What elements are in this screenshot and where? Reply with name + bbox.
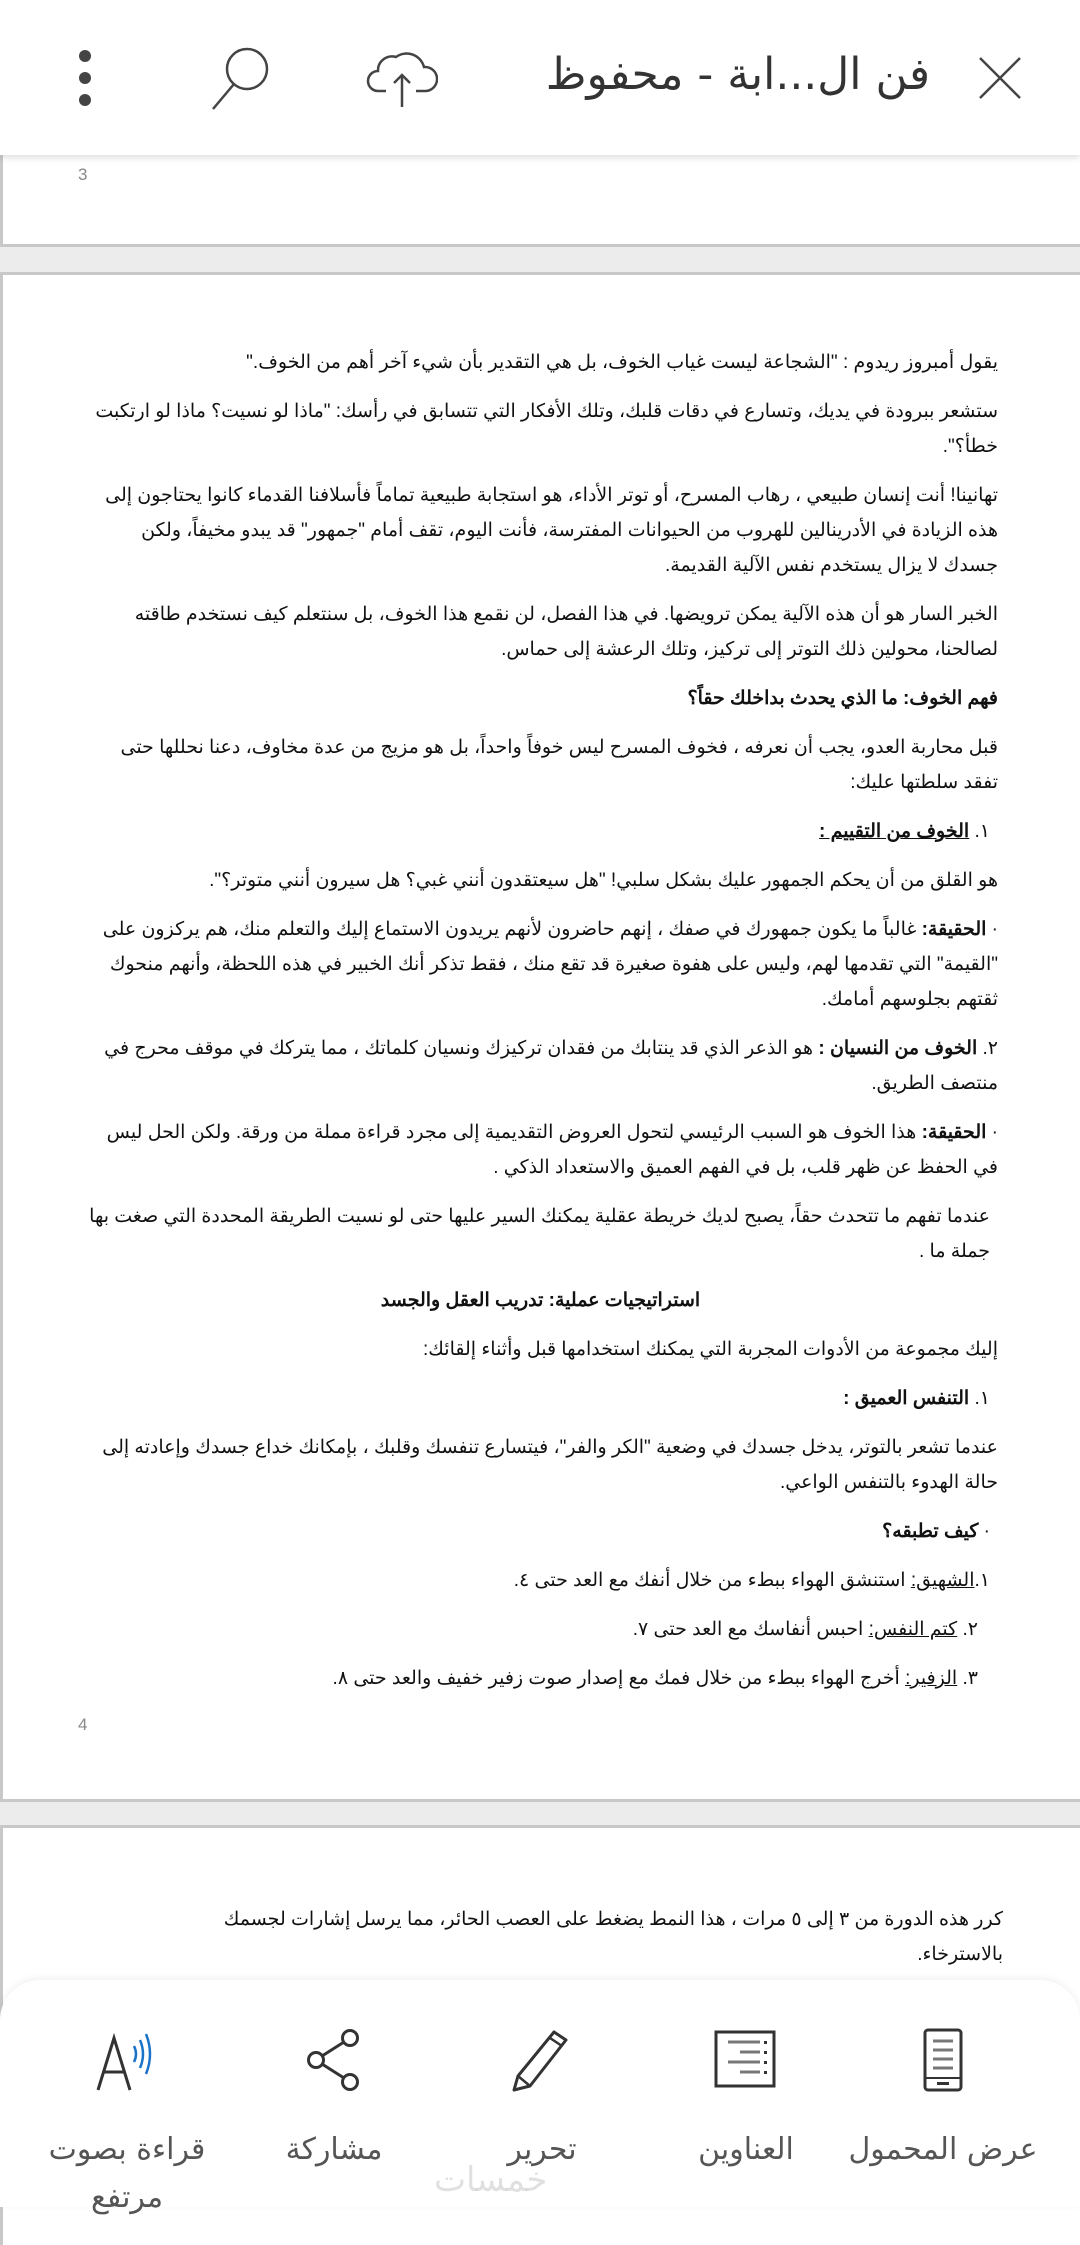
document-page-4: [0, 272, 1080, 1802]
list-item: [83, 1031, 998, 1101]
paragraph-text: هو الذعر الذي قد ينتابك من فقدان تركيزك ونسيان كلماتك ، مما يتركك في موقف محرج في منتصف الطريق.: [104, 1038, 998, 1094]
step-number: ٣.: [962, 1668, 978, 1689]
list-title: الخوف من التقييم :: [819, 821, 970, 842]
fact-label: الحقيقة:: [921, 1122, 987, 1143]
headings-label: العناوين: [698, 2132, 794, 2167]
step-item: [83, 1661, 998, 1696]
step-item: [83, 1612, 998, 1647]
edit-button[interactable]: [442, 2010, 642, 2174]
section-heading: [83, 681, 998, 716]
more-vertical-icon[interactable]: [60, 45, 110, 111]
bottom-toolbar: [0, 1980, 1080, 2215]
cloud-upload-icon[interactable]: [362, 45, 442, 111]
paragraph: تهانينا! أنت إنسان طبيعي ، رهاب المسرح، أو توتر الأداء، هو استجابة طبيعية تماماً فأسلافنا القدماء كانوا يحتاجون إلى هذه الزيادة في الأدرينالين للهروب من الحيوانات المفترسة، فأنت اليوم، تقف أمام "جمهور" قد يبدو مخيفاً، ولكن جسدك لا يزال يستخدم نفس الآلية القديمة.: [105, 485, 998, 576]
paragraph: [83, 1115, 998, 1185]
edit-label: تحرير: [507, 2132, 577, 2167]
section-heading: [83, 1283, 998, 1318]
list-item: [83, 814, 998, 849]
list-number: ١.: [974, 821, 990, 842]
list-number: ١.: [974, 1388, 990, 1409]
step-number: ٢.: [962, 1619, 978, 1640]
step-text: أخرج الهواء ببطء من خلال فمك مع إصدار صوت زفير خفيف والعد حتى ٨.: [332, 1668, 906, 1689]
paragraph: ستشعر ببرودة في يديك، وتسارع في دقات قلبك، وتلك الأفكار التي تتسابق في رأسك: "ماذا لو نسيت؟ ماذا لو ارتكبت خطأ؟".: [95, 401, 998, 457]
paragraph: الخبر السار هو أن هذه الآلية يمكن ترويضها. في هذا الفصل، لن نقمع هذا الخوف، بل سنتعلم كيف نستخدم طاقته لصالحنا، محولين ذلك التوتر إلى تركيز، وتلك الرعشة إلى حماس.: [134, 604, 998, 660]
headings-icon: [646, 2010, 846, 2110]
step-label: كتم النفس:: [868, 1619, 958, 1640]
pencil-icon: [442, 2010, 642, 2110]
read-aloud-label: قراءة بصوت مرتفع: [48, 2132, 206, 2215]
app-header: [0, 0, 1080, 155]
document-body[interactable]: [163, 1902, 1003, 1986]
document-title: فن ال...ابة - محفوظ: [545, 49, 930, 100]
watermark: خمسات: [434, 2160, 548, 2200]
paragraph: عندما تشعر بالتوتر، يدخل جسدك في وضعية "الكر والفر"، فيتسارع تنفسك وقلبك ، بإمكانك خداع جسدك وإعادته إلى حالة الهدوء بالتنفس الواعي.: [102, 1437, 998, 1493]
bullet: ·: [991, 919, 998, 940]
list-item: [83, 1381, 998, 1416]
paragraph: يقول أمبروز ريدوم : "الشجاعة ليست غياب الخوف، بل هي التقدير بأن شيء آخر أهم من الخوف.": [246, 352, 998, 373]
page-number: 4: [78, 1715, 88, 1734]
paragraph-text: هذا الخوف هو السبب الرئيسي لتحول العروض التقديمية إلى مجرد قراءة مملة من ورقة. ولكن الحل ليس في الحفظ عن ظهر قلب، بل في الفهم العميق والاستعداد الذكي .: [106, 1122, 998, 1178]
share-icon: [234, 2010, 434, 2110]
paragraph: قبل محاربة العدو، يجب أن نعرفه ، فخوف المسرح ليس خوفاً واحداً، بل هو مزيج من عدة مخاوف، دعنا نحللها حتى تفقد سلطتها عليك:: [120, 737, 998, 793]
paragraph-text: غالباً ما يكون جمهورك في صفك ، إنهم حاضرون لأنهم يريدون الاستماع إليك والتعلم منك، هم يركزون على "القيمة" التي تقدمها لهم، وليس على هفوة صغيرة قد تقع منك ، فقط تذكر أنك الخبير في هذه اللحظة، وأنهم منحوك ثقتهم بجلوسهم أمامك.: [102, 919, 998, 1010]
list-title: التنفس العميق :: [843, 1388, 970, 1409]
heading-text: استراتيجيات عملية: تدريب العقل والجسد: [380, 1290, 701, 1311]
paragraph: عندما تفهم ما تتحدث حقاً، يصبح لديك خريطة عقلية يمكنك السير عليها حتى لو نسيت الطريقة المحددة التي صغت بها جملة ما .: [89, 1206, 990, 1262]
page-number: 3: [78, 165, 88, 184]
read-aloud-icon: [27, 2010, 227, 2110]
paragraph: هو القلق من أن يحكم الجمهور عليك بشكل سلبي! "هل سيعتقدون أنني غبي؟ هل سيرون أنني متوتر؟".: [209, 870, 998, 891]
headings-button[interactable]: [646, 2010, 846, 2174]
mobile-view-button[interactable]: [843, 2010, 1043, 2174]
step-text: احبس أنفاسك مع العد حتى ٧.: [632, 1619, 869, 1640]
mobile-view-icon: [843, 2010, 1043, 2110]
search-icon[interactable]: [200, 45, 280, 111]
step-number: ١.: [974, 1570, 990, 1591]
close-icon[interactable]: [975, 45, 1025, 111]
bullet: ·: [983, 1521, 990, 1542]
paragraph: [83, 912, 998, 1017]
list-number: ٢.: [982, 1038, 998, 1059]
read-aloud-button[interactable]: [27, 2010, 227, 2222]
step-label: الشهيق:: [910, 1570, 975, 1591]
list-item: [83, 1514, 998, 1549]
document-body[interactable]: [83, 345, 998, 1710]
step-label: الزفير:: [905, 1668, 958, 1689]
fact-label: الحقيقة:: [921, 919, 987, 940]
bullet: ·: [991, 1122, 998, 1143]
list-title: الخوف من النسيان :: [818, 1038, 978, 1059]
heading-text: فهم الخوف: ما الذي يحدث بداخلك حقاً؟: [687, 688, 998, 709]
step-text: استنشق الهواء ببطء من خلال أنفك مع العد حتى ٤.: [513, 1570, 911, 1591]
list-title: كيف تطبقه؟: [882, 1521, 979, 1542]
paragraph: كرر هذه الدورة من ٣ إلى ٥ مرات ، هذا النمط يضغط على العصب الحائر، مما يرسل إشارات لجسمك بالاسترخاء.: [223, 1909, 1003, 1965]
paragraph: إليك مجموعة من الأدوات المجربة التي يمكنك استخدامها قبل وأثناء إلقائك:: [423, 1339, 998, 1360]
share-label: مشاركة: [285, 2132, 383, 2167]
mobile-view-label: عرض المحمول: [848, 2132, 1038, 2167]
step-item: [83, 1563, 998, 1598]
